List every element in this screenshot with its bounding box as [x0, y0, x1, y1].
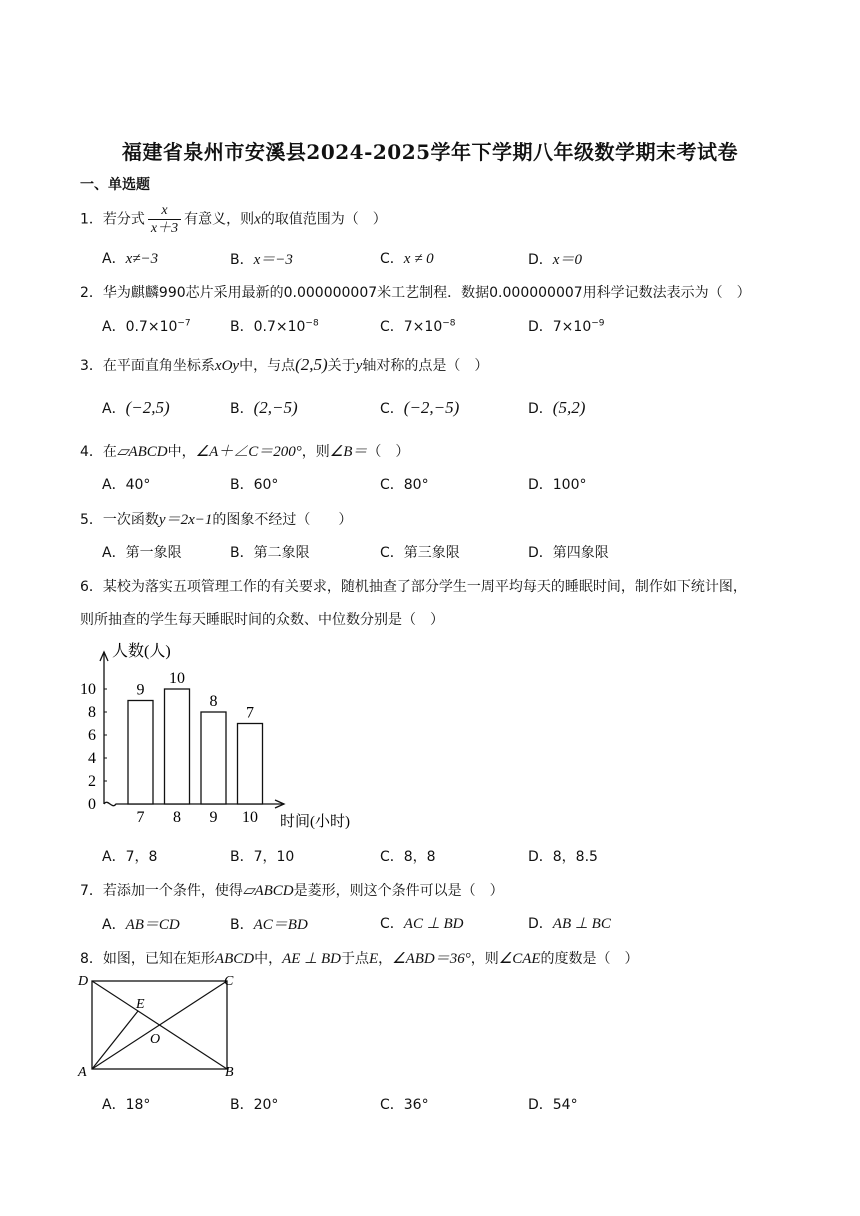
label-o: O [150, 1032, 161, 1047]
q5-text-b: 的图象不经过（ ） [212, 512, 353, 528]
q3-option-c-label: C． [380, 401, 404, 417]
y-tick-label: 0 [88, 796, 96, 813]
y-axis-title: 人数(人) [112, 643, 171, 660]
q5-option-b[interactable]: B．第二象限 [230, 545, 310, 561]
bar-data-label: 9 [136, 681, 145, 699]
q1-fraction-denominator: x＋3 [150, 221, 179, 236]
q7-text-b: 是菱形，则这个条件可以是（ ） [293, 883, 504, 899]
q6-option-c[interactable]: C．8，8 [380, 849, 436, 865]
q2-option-d-base: D．7×10 [528, 319, 592, 335]
q5-text-a: 5．一次函数 [80, 512, 159, 528]
q3-option-b-text: (2,−5) [253, 398, 298, 417]
q3-option-a-text: (−2,5) [125, 398, 170, 417]
q4-text-a: 4．在 [80, 444, 117, 460]
q7-option-a-label: A． [102, 917, 126, 933]
y-tick-label: 6 [88, 727, 96, 744]
q1-option-a-label: A． [102, 251, 126, 267]
label-d: D [78, 974, 89, 989]
q2-option-c-base: C．7×10 [380, 319, 443, 335]
q2-option-a[interactable] [102, 316, 191, 336]
q1-option-a-text: x≠−3 [125, 251, 159, 267]
q3-var-y: y [355, 358, 363, 374]
bar-data-label: 10 [169, 670, 185, 687]
q3-option-d-label: D． [528, 401, 553, 417]
q1-fraction [148, 202, 181, 237]
q2-option-c[interactable] [380, 316, 456, 336]
q3-point: (2,5) [295, 355, 328, 374]
q7-option-a-text: AB＝CD [125, 917, 180, 933]
q2-option-c-exp: −8 [442, 318, 456, 329]
q4-angle-b: ∠B＝ [329, 444, 368, 460]
section-heading: 一、单选题 [80, 177, 150, 193]
q4-text-c: ，则 [301, 444, 330, 460]
q1-option-a[interactable] [102, 248, 158, 268]
question-6-stem-line-1: 6．某校为落实五项管理工作的有关要求，随机抽查了部分学生一周平均每天的睡眠时间，制作如下统计图， [80, 579, 747, 595]
q5-option-d[interactable]: D．第四象限 [528, 545, 609, 561]
q7-text-a: 7．若添加一个条件，使得 [80, 883, 243, 899]
q7-option-b-text: AC＝BD [253, 917, 308, 933]
x-axis-title: 时间(小时) [280, 814, 350, 830]
q1-option-d[interactable] [528, 248, 582, 269]
q3-option-d-text: (5,2) [552, 398, 586, 417]
q7-option-b-label: B． [230, 917, 254, 933]
q8-option-c[interactable]: C．36° [380, 1097, 429, 1113]
q1-text-c: 的取值范围为（ ） [260, 211, 387, 228]
q8-angle-cae: ∠CAE [498, 951, 541, 967]
question-6-stem-line-2: 则所抽查的学生每天睡眠时间的众数、中位数分别是（ ） [80, 612, 444, 628]
q4-text-d: （ ） [367, 444, 410, 460]
bar [201, 712, 226, 804]
page-title: 福建省泉州市安溪县2024-2025学年下学期八年级数学期末考试卷 [121, 140, 739, 164]
q1-option-d-text: x＝0 [552, 252, 582, 268]
bar [238, 724, 263, 805]
sleep-time-bar-chart [74, 636, 374, 836]
q3-option-c-text: (−2,−5) [403, 398, 460, 417]
y-tick-label: 8 [88, 704, 96, 721]
q5-option-a[interactable]: A．第一象限 [102, 545, 182, 561]
x-tick-label: 7 [136, 809, 145, 826]
q2-option-b[interactable] [230, 316, 319, 336]
q8-option-d[interactable]: D．54° [528, 1097, 578, 1113]
x-tick-label: 8 [173, 809, 181, 826]
q6-option-a[interactable]: A．7，8 [102, 849, 158, 865]
q7-option-b[interactable] [230, 913, 308, 934]
q3-text-b: 中，与点 [239, 358, 296, 374]
label-a: A [78, 1065, 87, 1080]
question-8-stem [80, 947, 639, 968]
q8-option-b[interactable]: B．20° [230, 1097, 279, 1113]
q6-option-d[interactable]: D．8，8.5 [528, 849, 598, 865]
q2-option-b-base: B．0.7×10 [230, 319, 306, 335]
q3-text-c: 关于 [327, 358, 356, 374]
label-c: C [224, 974, 234, 989]
question-5-stem [80, 508, 352, 529]
q4-option-c[interactable]: C．80° [380, 477, 429, 493]
q1-text-a: 1．若分式 [80, 211, 145, 228]
q4-parallelogram: ▱ABCD [116, 444, 168, 460]
question-2-stem: 2．华为麒麟990芯片采用最新的0.000000007米工艺制程．数据0.000000007用科学记数法表示为（ ） [80, 285, 751, 301]
q8-angle-abd: ∠ABD＝36° [392, 951, 471, 967]
chart-layer [80, 642, 350, 830]
q4-option-d[interactable]: D．100° [528, 477, 587, 493]
y-tick-label: 2 [88, 773, 96, 790]
q3-text-d: 轴对称的点是（ ） [362, 358, 489, 374]
q3-text-a: 3．在平面直角坐标系 [80, 358, 215, 374]
q8-option-a[interactable]: A．18° [102, 1097, 151, 1113]
q8-point-e: E [368, 951, 379, 967]
q7-option-c-text: AC ⊥ BD [403, 916, 464, 932]
q1-option-b[interactable] [230, 248, 293, 269]
q1-option-b-text: x＝−3 [253, 252, 293, 268]
q1-option-c[interactable] [380, 248, 434, 268]
q7-option-d[interactable] [528, 913, 611, 933]
bar [128, 701, 153, 805]
q1-fraction-numerator: x [148, 202, 181, 220]
q8-perp: AE ⊥ BD [282, 951, 341, 967]
q7-option-c[interactable] [380, 913, 464, 933]
bar [165, 689, 190, 804]
q8-text-d: ， [378, 951, 393, 967]
q2-option-b-exp: −8 [305, 318, 319, 329]
q2-option-d-exp: −9 [591, 318, 605, 329]
q1-var: x [254, 211, 261, 228]
question-4-stem [80, 440, 409, 461]
q1-option-c-text: x ≠ 0 [403, 251, 434, 267]
q3-option-a[interactable] [102, 398, 170, 418]
q6-option-b[interactable]: B．7，10 [230, 849, 295, 865]
q8-text-f: 的度数是（ ） [540, 951, 639, 967]
q3-option-a-label: A． [102, 401, 126, 417]
q4-option-b[interactable]: B．60° [230, 477, 279, 493]
q4-text-b: 中， [167, 444, 196, 460]
q4-angle-sum: ∠A＋∠C＝200° [195, 444, 302, 460]
q8-rect: ABCD [214, 951, 255, 967]
q3-option-c[interactable] [380, 398, 459, 418]
segment-ae [92, 1011, 138, 1069]
q7-option-d-label: D． [528, 916, 553, 932]
rectangle-abcd-figure [74, 968, 244, 1082]
q3-option-b-label: B． [230, 401, 254, 417]
q3-option-b[interactable] [230, 398, 298, 418]
q8-text-a: 8．如图，已知在矩形 [80, 951, 215, 967]
q1-option-d-label: D． [528, 252, 553, 268]
q5-function: y＝2x−1 [158, 512, 213, 528]
q2-option-d[interactable] [528, 316, 605, 336]
q1-option-b-label: B． [230, 252, 254, 268]
label-e: E [136, 997, 145, 1012]
q7-option-a[interactable] [102, 913, 180, 934]
label-b: B [225, 1065, 234, 1080]
q1-option-c-label: C． [380, 251, 404, 267]
x-tick-label: 9 [209, 809, 218, 826]
question-7-stem [80, 880, 504, 900]
q7-option-c-label: C． [380, 916, 404, 932]
q8-text-e: ，则 [470, 951, 499, 967]
question-1-stem [80, 202, 387, 237]
q3-var-xoy: xOy [214, 358, 240, 374]
q3-option-d[interactable] [528, 398, 585, 418]
question-3-stem [80, 355, 488, 375]
q4-option-a[interactable]: A．40° [102, 477, 151, 493]
q2-option-a-exp: −7 [177, 318, 191, 329]
q5-option-c[interactable]: C．第三象限 [380, 545, 460, 561]
q8-text-c: 于点 [340, 951, 369, 967]
q2-option-a-base: A．0.7×10 [102, 319, 178, 335]
bar-data-label: 7 [246, 704, 254, 722]
x-tick-label: 10 [242, 809, 258, 826]
bar-data-label: 8 [209, 693, 218, 710]
q8-text-b: 中， [254, 951, 283, 967]
y-tick-label: 4 [88, 750, 96, 767]
q1-text-b: 有意义，则 [184, 211, 255, 228]
q7-option-d-text: AB ⊥ BC [552, 916, 611, 932]
q7-parallelogram: ▱ABCD [242, 883, 294, 899]
y-tick-label: 10 [80, 681, 96, 698]
